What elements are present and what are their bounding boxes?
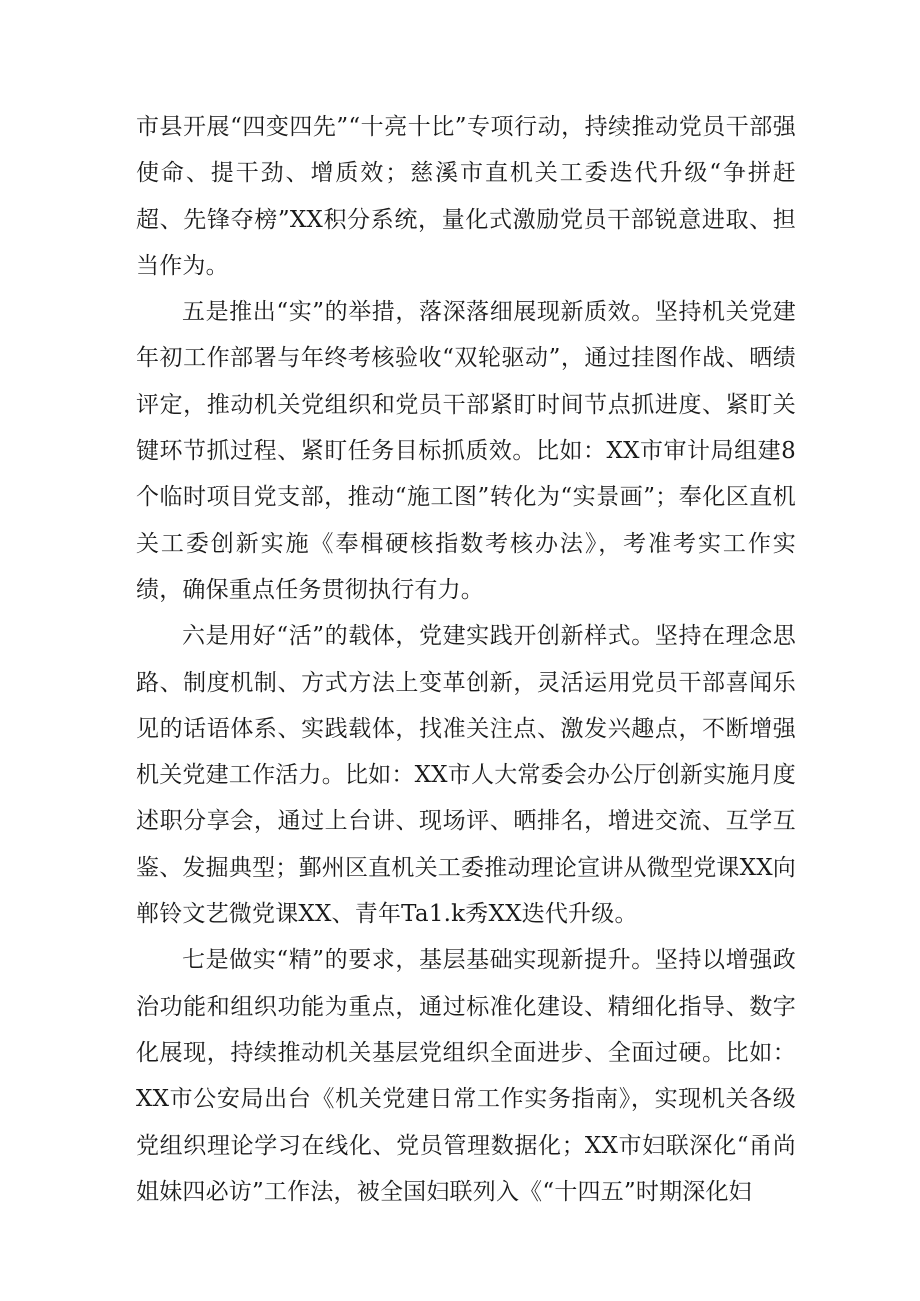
paragraph-five-shi: 五是推出“实”的举措，落深落细展现新质效。坚持机关党建年初工作部署与年终考核验收“双轮驱动”，通过挂图作战、晒绩评定，推动机关党组织和党员干部紧盯时间节点抓进度、紧盯关键环节抓过程、紧盯任务目标抓质效。比如：XX市审计局组建8个临时项目党支部，推动“施工图”转化为“实景画”；奉化区直机关工委创新实施《奉楫硬核指数考核办法》，考准考实工作实绩，确保重点任务贯彻执行有力。 — [136, 299, 796, 603]
paragraph-continuation: 市县开展“四变四先”“十亮十比”专项行动，持续推动党员干部强使命、提干劲、增质效；慈溪市直机关工委迭代升级“争拼赶超、先锋夺榜”XX积分系统，量化式激励党员干部锐意进取、担当作为。 — [136, 114, 796, 279]
paragraph-seven-jing: 七是做实“精”的要求，基层基础实现新提升。坚持以增强政治功能和组织功能为重点，通过标准化建设、精细化指导、数字化展现，持续推动机关基层党组织全面进步、全面过硬。比如：XX市公安局出台《机关党建日常工作实务指南》，实现机关各级党组织理论学习在线化、党员管理数据化；XX市妇联深化“甬尚姐妹四必访”工作法，被全国妇联列入《“十四五”时期深化妇 — [136, 947, 796, 1205]
document-body — [136, 104, 796, 1215]
paragraph-six-huo: 六是用好“活”的载体，党建实践开创新样式。坚持在理念思路、制度机制、方式方法上变革创新，灵活运用党员干部喜闻乐见的话语体系、实践载体，找准关注点、激发兴趣点，不断增强机关党建工作活力。比如：XX市人大常委会办公厅创新实施月度述职分享会，通过上台讲、现场评、晒排名，增进交流、互学互鉴、发掘典型；鄞州区直机关工委推动理论宣讲从微型党课XX向郸铃文艺微党课XX、青年Ta1.k秀XX迭代升级。 — [136, 623, 796, 928]
